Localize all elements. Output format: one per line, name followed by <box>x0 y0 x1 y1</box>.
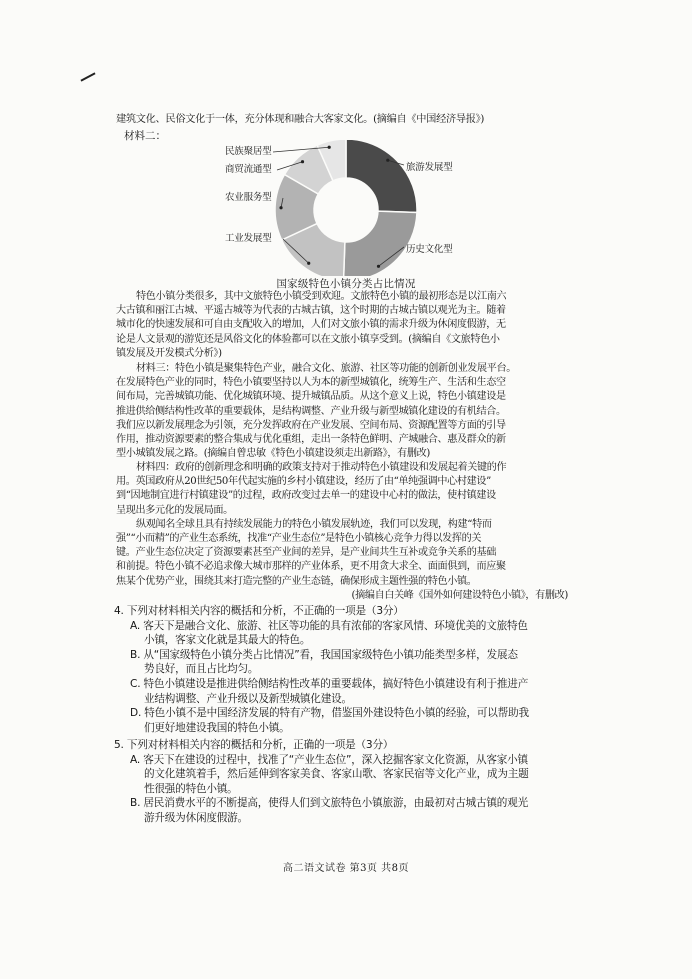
q4-stem: 4. 下列对材料相关内容的概括和分析，不正确的一项是（3分） <box>114 605 404 617</box>
pie-chart <box>215 140 475 276</box>
material3-paragraph <box>116 362 576 461</box>
intro-line: 论是人文景观的游览还是风俗文化的体验都可以在文旅小镇享受到。(摘编自《文旅特色小 <box>116 333 500 345</box>
material4-line: 呈现出多元化的发展局面。 <box>116 504 233 516</box>
material4-line: 焦某个优势产业，围绕其来打造完整的产业生态链，确保形成主题性强的特色小镇。 <box>116 575 477 587</box>
material3-line: 材料三：特色小镇是聚集特色产业，融合文化、旅游、社区等功能的创新创业发展平台。 <box>136 363 517 374</box>
material4-line: 材料四：政府的创新理念和明确的政策支持对于推动特色小镇建设和发展起着关键的作 <box>136 462 507 473</box>
pen-mark <box>80 72 95 81</box>
page-footer: 高二语文试卷 第3页 共8页 <box>282 863 410 874</box>
q5-option-a-cont: 的文化建筑着手，然后延伸到客家美食、客家山歌、客家民宿等文化产业，成为主题 <box>144 768 529 781</box>
intro-line: 城市化的快速发展和可自由支配收入的增加，人们对文旅小镇的需求升级为休闲度假游，无 <box>116 319 506 331</box>
legend-label-lvyou: 旅游发展型 <box>406 162 453 173</box>
leader-lishi-dot <box>377 265 380 268</box>
legend-label-shangmao: 商贸流通型 <box>225 164 272 175</box>
q5-stem: 5. 下列对材料相关内容的概括和分析，正确的一项是（3分） <box>114 739 394 751</box>
material3-line: 型小城镇发展之路。(摘编自曾忠敏《特色小镇建设须走出新路》，有删改) <box>116 448 430 460</box>
q4-option-c-cont: 业结构调整、产业升级以及新型城镇化建设。 <box>144 692 352 705</box>
material4-line: 纵观闻名全球且具有持续发展能力的特色小镇发展轨迹，我们可以发现，构建“特而 <box>136 518 492 530</box>
q5-option-a-cont: 性很强的特色小镇。 <box>144 782 238 795</box>
material4-line: 和前提。特色小镇不必追求像大城市那样的产业体系，更不用贪大求全、面面俱到，而应聚 <box>116 561 506 573</box>
intro-paragraph <box>116 290 576 361</box>
q4-option-b-cont: 势良好，而且占比均匀。 <box>144 663 259 676</box>
leader-lvyou-dot <box>386 159 389 162</box>
material4-line: 用。英国政府从20世纪50年代起实施的乡村小镇建设，经历了由“单纯强调中心村建设” <box>116 476 491 488</box>
q5-option-b-cont: 游升级为休闲度假游。 <box>144 811 248 824</box>
material3-line: 我们应以新发展理念为引领，充分发挥政府在产业发展、空间布局、资源配置等方面的引导 <box>116 419 506 431</box>
leader-nongye-dot <box>279 206 282 209</box>
material2-label: 材料二： <box>124 130 166 142</box>
material4-line: 键。产业生态位决定了资源要素甚至产业间的差异，是产业间共生互补或竞争关系的基础 <box>116 547 497 559</box>
legend-label-nongye: 农业服务型 <box>225 192 272 203</box>
legend-label-gongye: 工业发展型 <box>225 233 272 244</box>
q5-option-a: A. 客天下在建设的过程中，找准了“产业生态位”，深入挖掘客家文化资源，从客家小镇 <box>130 753 528 766</box>
q4-option-b: B. 从“国家级特色小镇分类占比情况”看，我国国家级特色小镇功能类型多样，发展态 <box>130 648 518 661</box>
material4-source: (摘编自白关峰《国外如何建设特色小镇》，有删改) <box>351 589 568 601</box>
intro-line: 镇发展及开发模式分析》) <box>116 347 222 359</box>
material4-line: 到“因地制宜进行村镇建设”的过程，政府改变过去单一的建设中心村的做法，使村镇建设 <box>116 490 496 502</box>
lead-line <box>116 113 572 128</box>
intro-line: 大古镇和丽江古城、平遥古城等为代表的古城古镇，这个时期的古城古镇以观光为主。随着 <box>116 305 506 317</box>
q4-option-c: C. 特色小镇建设是推进供给侧结构性改革的重要载体，搞好特色小镇建设有利于推进产 <box>130 677 529 690</box>
q4-option-d: D. 特色小镇不是中国经济发展的特有产物，借鉴国外建设特色小镇的经验，可以帮助我 <box>130 707 529 720</box>
question-4 <box>114 604 584 735</box>
material3-line: 在发展特色产业的同时，特色小镇要坚持以人为本的新型城镇化，统筹生产、生活和生态空 <box>116 377 506 389</box>
leader-shangmao-dot <box>301 160 304 163</box>
segment-lvyou <box>346 140 417 212</box>
material4-line: 强”“小而精”的产业生态系统，找准“产业生态位”是特色小镇核心竞争力得以发挥的关 <box>116 533 482 545</box>
material3-line: 作用，推动资源要素的整合集成与优化重组，走出一条特色鲜明、产城融合、惠及群众的新 <box>116 434 506 446</box>
material3-line: 推进供给侧结构性改革的重要载体，是结构调整、产业升级与新型城镇化建设的有机结合。 <box>116 405 506 417</box>
legend-label-lishi: 历史文化型 <box>406 244 453 255</box>
leader-gongye-dot <box>307 262 310 265</box>
material3-line: 间布局，完善城镇功能、优化城镇环境、提升城镇品质。从这个意义上说，特色小镇建设是 <box>116 391 506 403</box>
q4-option-a-cont: 小镇，客家文化就是其最大的特色。 <box>144 634 311 647</box>
legend-label-minzu: 民族聚居型 <box>225 146 272 157</box>
q4-option-d-cont: 们更好地建设我国的特色小镇。 <box>144 721 290 734</box>
material4-paragraph <box>116 461 576 603</box>
q4-option-a: A. 客天下是融合文化、旅游、社区等功能的具有浓郁的客家风情、环境优美的文旅特色 <box>130 619 528 632</box>
leader-minzu-dot <box>328 146 331 149</box>
lead-text: 建筑文化、民俗文化于一体，充分体现和融合大客家文化。(摘编自《中国经济导报》) <box>116 114 485 125</box>
chart-title: 国家级特色小镇分类占比情况 <box>276 278 416 290</box>
q5-option-b: B. 居民消费水平的不断提高，使得人们到文旅特色小镇旅游，由最初对古城古镇的观光 <box>130 797 528 810</box>
intro-line: 特色小镇分类很多，其中文旅特色小镇受到欢迎。文旅特色小镇的最初形态是以江南六 <box>136 291 507 302</box>
question-5 <box>114 738 584 826</box>
